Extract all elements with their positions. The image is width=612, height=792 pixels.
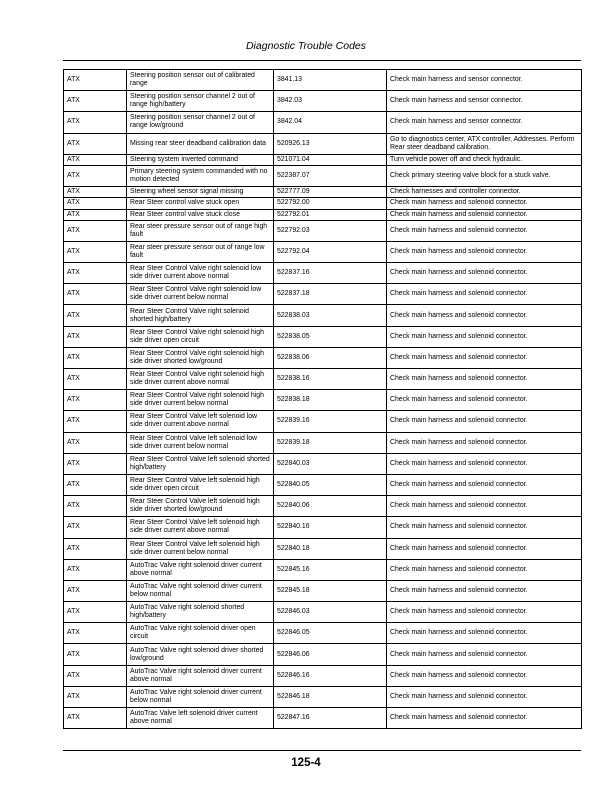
controller-cell: ATX	[64, 623, 127, 644]
description-cell: AutoTrac Valve right solenoid driver open circuit	[127, 623, 274, 644]
description-cell: Rear Steer Control Valve left solenoid high side driver current above normal	[127, 517, 274, 538]
action-cell: Check main harness and solenoid connector.	[387, 708, 582, 729]
controller-cell: ATX	[64, 580, 127, 601]
action-cell: Check main harness and solenoid connector.	[387, 220, 582, 241]
description-cell: AutoTrac Valve right solenoid driver shorted low/ground	[127, 644, 274, 665]
code-cell: 522846.03	[274, 602, 387, 623]
action-cell: Check main harness and sensor connector.	[387, 112, 582, 133]
description-cell: Rear Steer control valve stuck close	[127, 209, 274, 220]
table-row	[64, 623, 582, 644]
code-cell: 522792.01	[274, 209, 387, 220]
action-cell: Check main harness and solenoid connector.	[387, 453, 582, 474]
table-row	[64, 390, 582, 411]
controller-cell: ATX	[64, 538, 127, 559]
table-row	[64, 665, 582, 686]
code-cell: 522792.03	[274, 220, 387, 241]
action-cell: Check main harness and solenoid connector.	[387, 580, 582, 601]
code-cell: 522839.16	[274, 411, 387, 432]
table-row	[64, 369, 582, 390]
description-cell: Rear Steer Control Valve right solenoid low side driver current above normal	[127, 263, 274, 284]
description-cell: AutoTrac Valve right solenoid driver current below normal	[127, 580, 274, 601]
description-cell: Rear Steer control valve stuck open	[127, 198, 274, 209]
code-cell: 522840.16	[274, 517, 387, 538]
code-cell: 522840.18	[274, 538, 387, 559]
action-cell: Go to diagnostics center, ATX controller, Addresses. Perform Rear steer deadband calibration.	[387, 133, 582, 154]
table-row	[64, 165, 582, 186]
controller-cell: ATX	[64, 112, 127, 133]
controller-cell: ATX	[64, 453, 127, 474]
description-cell: Rear Steer Control Valve right solenoid low side driver current below normal	[127, 284, 274, 305]
code-cell: 520926.13	[274, 133, 387, 154]
description-cell: Rear Steer Control Valve right solenoid high side driver open circuit	[127, 326, 274, 347]
action-cell: Check main harness and solenoid connector.	[387, 644, 582, 665]
controller-cell: ATX	[64, 644, 127, 665]
table-row	[64, 70, 582, 91]
action-cell: Check main harness and solenoid connector.	[387, 432, 582, 453]
table-row	[64, 517, 582, 538]
action-cell: Check main harness and solenoid connector.	[387, 305, 582, 326]
table-row	[64, 411, 582, 432]
action-cell: Check main harness and solenoid connector.	[387, 241, 582, 262]
controller-cell: ATX	[64, 474, 127, 495]
action-cell: Check harnesses and controller connector.	[387, 187, 582, 198]
action-cell: Check main harness and solenoid connector.	[387, 263, 582, 284]
description-cell: AutoTrac Valve right solenoid driver current above normal	[127, 559, 274, 580]
table-row	[64, 602, 582, 623]
action-cell: Check main harness and solenoid connector.	[387, 474, 582, 495]
code-cell: 522777.09	[274, 187, 387, 198]
action-cell: Check main harness and solenoid connector.	[387, 538, 582, 559]
code-cell: 522845.18	[274, 580, 387, 601]
description-cell: AutoTrac Valve right solenoid driver current above normal	[127, 665, 274, 686]
controller-cell: ATX	[64, 665, 127, 686]
table-row	[64, 187, 582, 198]
action-cell: Check main harness and solenoid connector.	[387, 559, 582, 580]
description-cell: Rear steer pressure sensor out of range low fault	[127, 241, 274, 262]
controller-cell: ATX	[64, 198, 127, 209]
table-row	[64, 559, 582, 580]
table-row	[64, 538, 582, 559]
action-cell: Check main harness and sensor connector.	[387, 70, 582, 91]
controller-cell: ATX	[64, 91, 127, 112]
code-cell: 522838.06	[274, 347, 387, 368]
description-cell: Primary steering system commanded with no motion detected	[127, 165, 274, 186]
description-cell: Rear Steer Control Valve left solenoid low side driver current above normal	[127, 411, 274, 432]
action-cell: Check main harness and solenoid connector.	[387, 496, 582, 517]
description-cell: Missing rear steer deadband calibration data	[127, 133, 274, 154]
controller-cell: ATX	[64, 390, 127, 411]
controller-cell: ATX	[64, 517, 127, 538]
description-cell: Rear Steer Control Valve left solenoid high side driver current below normal	[127, 538, 274, 559]
controller-cell: ATX	[64, 326, 127, 347]
table-row	[64, 91, 582, 112]
description-cell: AutoTrac Valve right solenoid shorted high/battery	[127, 602, 274, 623]
controller-cell: ATX	[64, 369, 127, 390]
controller-cell: ATX	[64, 154, 127, 165]
code-cell: 522840.06	[274, 496, 387, 517]
footer-rule	[63, 750, 581, 751]
controller-cell: ATX	[64, 133, 127, 154]
code-cell: 522839.18	[274, 432, 387, 453]
table-row	[64, 453, 582, 474]
controller-cell: ATX	[64, 220, 127, 241]
code-cell: 522840.05	[274, 474, 387, 495]
code-cell: 522838.03	[274, 305, 387, 326]
trouble-codes-table	[63, 69, 582, 729]
code-cell: 522846.16	[274, 665, 387, 686]
code-cell: 522838.16	[274, 369, 387, 390]
table-row	[64, 133, 582, 154]
table-row	[64, 326, 582, 347]
controller-cell: ATX	[64, 602, 127, 623]
code-cell: 522387.07	[274, 165, 387, 186]
table-row	[64, 284, 582, 305]
page-title: Diagnostic Trouble Codes	[245, 40, 367, 52]
code-cell: 522840.03	[274, 453, 387, 474]
description-cell: AutoTrac Valve right solenoid driver current below normal	[127, 686, 274, 707]
action-cell: Check main harness and solenoid connector.	[387, 209, 582, 220]
table-row	[64, 198, 582, 209]
code-cell: 522837.16	[274, 263, 387, 284]
table-row	[64, 496, 582, 517]
controller-cell: ATX	[64, 432, 127, 453]
description-cell: Rear Steer Control Valve left solenoid low side driver current below normal	[127, 432, 274, 453]
table-row	[64, 580, 582, 601]
code-cell: 522838.18	[274, 390, 387, 411]
table-row	[64, 305, 582, 326]
description-cell: Rear Steer Control Valve right solenoid shorted high/battery	[127, 305, 274, 326]
controller-cell: ATX	[64, 559, 127, 580]
description-cell: Rear Steer Control Valve right solenoid high side driver current above normal	[127, 369, 274, 390]
action-cell: Check main harness and solenoid connector.	[387, 347, 582, 368]
description-cell: Rear Steer Control Valve left solenoid high side driver open circuit	[127, 474, 274, 495]
table-row	[64, 347, 582, 368]
description-cell: Rear Steer Control Valve left solenoid shorted high/battery	[127, 453, 274, 474]
action-cell: Check main harness and solenoid connector.	[387, 284, 582, 305]
code-cell: 522846.18	[274, 686, 387, 707]
description-cell: Steering system inverted command	[127, 154, 274, 165]
table-row	[64, 686, 582, 707]
code-cell: 521071.04	[274, 154, 387, 165]
action-cell: Check main harness and solenoid connector.	[387, 369, 582, 390]
table-row	[64, 644, 582, 665]
action-cell: Check main harness and solenoid connector.	[387, 411, 582, 432]
page-number: 125-4	[291, 757, 321, 769]
code-cell: 522847.16	[274, 708, 387, 729]
description-cell: Steering wheel sensor signal missing	[127, 187, 274, 198]
table-row	[64, 474, 582, 495]
action-cell: Check main harness and solenoid connector.	[387, 623, 582, 644]
code-cell: 522837.18	[274, 284, 387, 305]
action-cell: Turn vehicle power off and check hydraulic.	[387, 154, 582, 165]
action-cell: Check main harness and solenoid connector.	[387, 198, 582, 209]
action-cell: Check main harness and solenoid connector.	[387, 390, 582, 411]
controller-cell: ATX	[64, 241, 127, 262]
controller-cell: ATX	[64, 496, 127, 517]
controller-cell: ATX	[64, 284, 127, 305]
table-row	[64, 220, 582, 241]
controller-cell: ATX	[64, 263, 127, 284]
action-cell: Check primary steering valve block for a stuck valve.	[387, 165, 582, 186]
action-cell: Check main harness and solenoid connector.	[387, 686, 582, 707]
controller-cell: ATX	[64, 411, 127, 432]
action-cell: Check main harness and solenoid connector.	[387, 602, 582, 623]
table-row	[64, 241, 582, 262]
description-cell: Rear Steer Control Valve left solenoid high side driver shorted low/ground	[127, 496, 274, 517]
controller-cell: ATX	[64, 165, 127, 186]
description-cell: Rear steer pressure sensor out of range high fault	[127, 220, 274, 241]
controller-cell: ATX	[64, 305, 127, 326]
code-cell: 522845.16	[274, 559, 387, 580]
header-rule	[63, 60, 581, 61]
code-cell: 3842.04	[274, 112, 387, 133]
trouble-codes-body	[64, 70, 582, 729]
action-cell: Check main harness and solenoid connector.	[387, 517, 582, 538]
controller-cell: ATX	[64, 187, 127, 198]
controller-cell: ATX	[64, 70, 127, 91]
description-cell: Steering position sensor channel 2 out of range high/battery	[127, 91, 274, 112]
code-cell: 522838.05	[274, 326, 387, 347]
code-cell: 3842.03	[274, 91, 387, 112]
table-row	[64, 154, 582, 165]
description-cell: AutoTrac Valve left solenoid driver current above normal	[127, 708, 274, 729]
table-row	[64, 708, 582, 729]
table-row	[64, 112, 582, 133]
code-cell: 522846.05	[274, 623, 387, 644]
code-cell: 522846.06	[274, 644, 387, 665]
description-cell: Rear Steer Control Valve right solenoid high side driver current below normal	[127, 390, 274, 411]
code-cell: 522792.00	[274, 198, 387, 209]
controller-cell: ATX	[64, 209, 127, 220]
controller-cell: ATX	[64, 347, 127, 368]
table-row	[64, 432, 582, 453]
code-cell: 3841.13	[274, 70, 387, 91]
code-cell: 522792.04	[274, 241, 387, 262]
action-cell: Check main harness and solenoid connector.	[387, 326, 582, 347]
description-cell: Rear Steer Control Valve right solenoid high side driver shorted low/ground	[127, 347, 274, 368]
table-row	[64, 263, 582, 284]
table-row	[64, 209, 582, 220]
description-cell: Steering position sensor channel 2 out of range low/ground	[127, 112, 274, 133]
action-cell: Check main harness and solenoid connector.	[387, 665, 582, 686]
controller-cell: ATX	[64, 708, 127, 729]
action-cell: Check main harness and sensor connector.	[387, 91, 582, 112]
controller-cell: ATX	[64, 686, 127, 707]
description-cell: Steering position sensor out of calibrated range	[127, 70, 274, 91]
